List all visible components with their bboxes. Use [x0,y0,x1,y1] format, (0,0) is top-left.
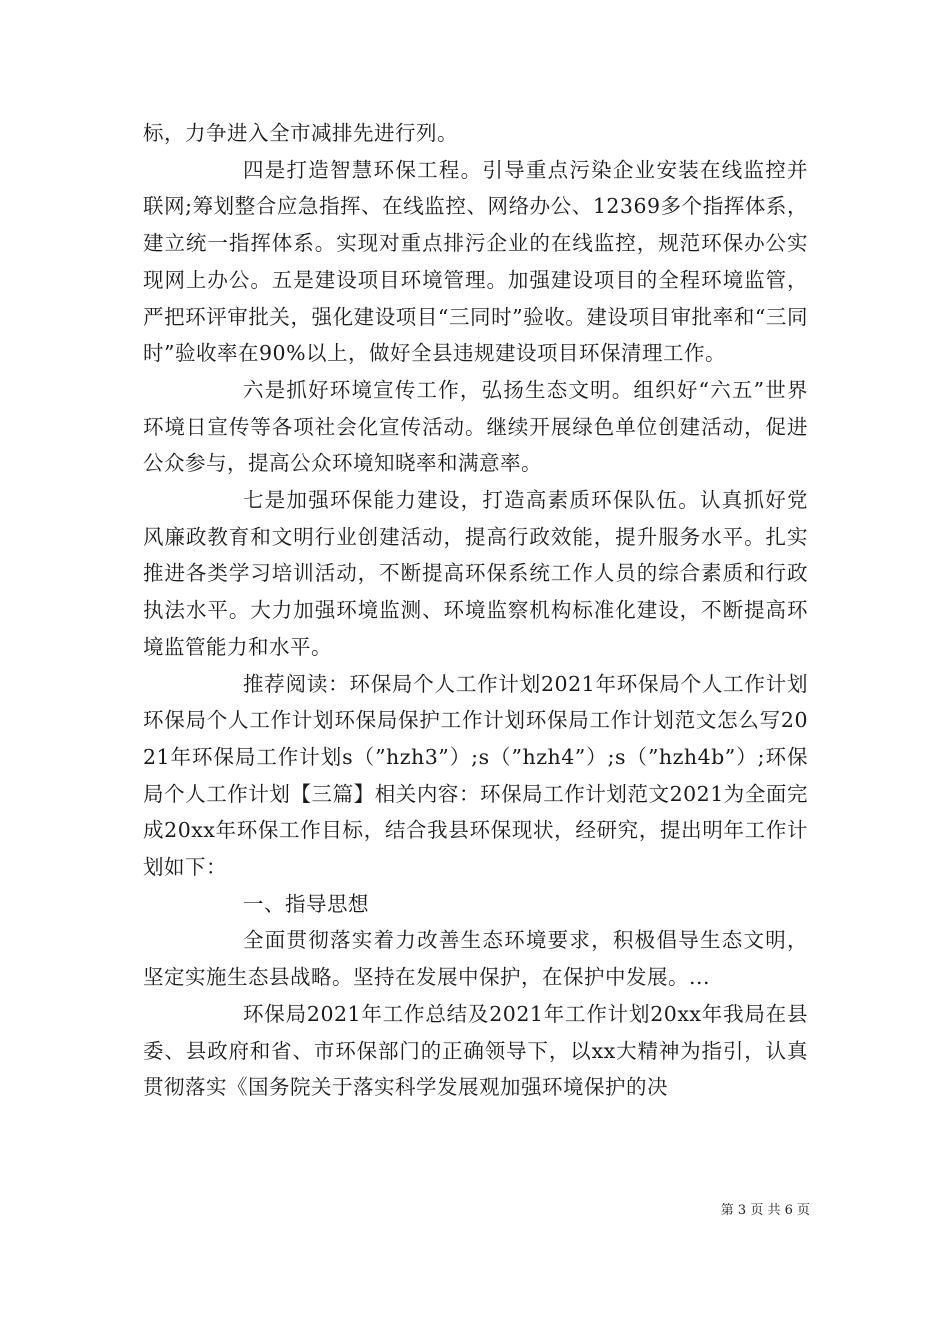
paragraph-capacity-building: 七是加强环保能力建设，打造高素质环保队伍。认真抓好党风廉政教育和文明行业创建活动，提高行政效能，提升服务水平。扎实推进各类学习培训活动，不断提高环保系统工作人员的综合素质和行政执法水平。大力加强环境监测、环境监察机构标准化建设，不断提高环境监管能力和水平。 [143,488,808,659]
paragraph-continuation: 标，力争进入全市减排先进行列。 [143,121,458,145]
paragraph-smart-env-protection: 四是打造智慧环保工程。引导重点污染企业安装在线监控并联网;筹划整合应急指挥、在线监控、网络办公、12369多个指挥体系，建立统一指挥体系。实现对重点排污企业的在线监控，规范环保办公实现网上办公。五是建设项目环境管理。加强建设项目的全程环境监管，严把环评审批关，强化建设项目“三同时”验收。建设项目审批率和“三同时”验收率在90%以上，做好全县违规建设项目环保清理工作。 [143,157,808,366]
page-number-footer: 第 3 页 共 6 页 [720,1203,810,1218]
paragraph-env-publicity: 六是抓好环境宣传工作，弘扬生态文明。组织好“六五”世界环境日宣传等各项社会化宣传活动。继续开展绿色单位创建活动，促进公众参与，提高公众环境知晓率和满意率。 [143,377,808,476]
paragraph-guiding-ideology: 全面贯彻落实着力改善生态环境要求，积极倡导生态文明，坚定实施生态县战略。坚持在发展中保护，在保护中发展。... [143,928,808,990]
section-heading-guiding-ideology: 一、指导思想 [243,891,369,916]
paragraph-annual-summary: 环保局2021年工作总结及2021年工作计划20xx年我局在县委、县政府和省、市环保部门的正确领导下，以xx大精神为指引，认真贯彻落实《国务院关于落实科学发展观加强环境保护的决 [143,1001,808,1100]
paragraph-recommended-reading: 推荐阅读：环保局个人工作计划2021年环保局个人工作计划环保局个人工作计划环保局保护工作计划环保局工作计划范文怎么写2021年环保局工作计划s（”hzh3”）;s（”hzh4”）;s（”hzh4b”）;环保局个人工作计划【三篇】相关内容：环保局工作计划范文2021为全面完成20xx年环保工作目标，结合我县环保现状，经研究，提出明年工作计划如下： [143,671,808,880]
document-body [143,115,808,1106]
